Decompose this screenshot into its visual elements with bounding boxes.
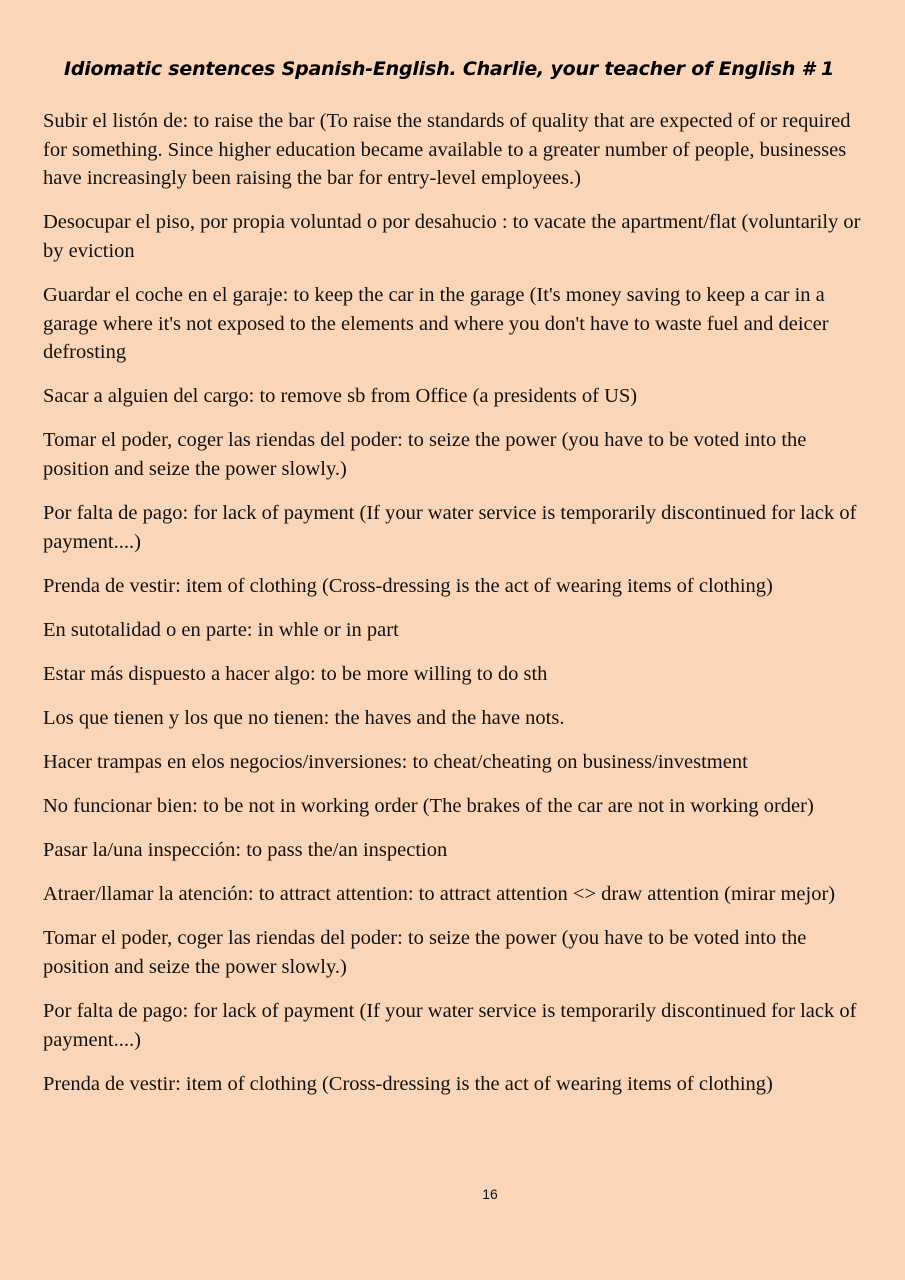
idiom-entry: Por falta de pago: for lack of payment (If your water service is temporarily discontinued for lack of payment....) [43,502,857,553]
idiom-entry: Por falta de pago: for lack of payment (If your water service is temporarily discontinued for lack of payment....) [43,1000,857,1051]
document-page [43,0,863,1280]
idiom-entry: Los que tienen y los que no tienen: the haves and the have nots. [43,707,565,729]
idiom-entry: Prenda de vestir: item of clothing (Cross-dressing is the act of wearing items of clothing) [43,1072,773,1095]
idiom-entry: Prenda de vestir: item of clothing (Cross-dressing is the act of wearing items of clothing) [43,574,773,597]
idiom-entry: Sacar a alguien del cargo: to remove sb from Office (a presidents of US) [43,385,638,408]
idiom-entry: Subir el listón de: to raise the bar (To raise the standards of quality that are expected of or required for something. Since higher education became available to a greater number of people, businesses have increasingly been raising the bar for entry-level employees.) [43,110,851,190]
document-title: Idiomatic sentences Spanish-English. Charlie, your teacher of English # 1 [63,58,835,80]
idiom-entry: Guardar el coche en el garaje: to keep the car in the garage (It's money saving to keep a car in a garage where it's not exposed to the elements and where you don't have to waste fuel and deicer defrosting [43,283,829,364]
idiom-entry: Pasar la/una inspección: to pass the/an inspection [43,839,448,862]
idiom-list [43,107,863,1114]
idiom-entry: Tomar el poder, coger las riendas del poder: to seize the power (you have to be voted into the position and seize the power slowly.) [43,429,807,480]
idiom-entry: No funcionar bien: to be not in working order (The brakes of the car are not in working order) [43,795,814,818]
idiom-entry: Atraer/llamar la atención: to attract attention: to attract attention <> draw attention (mirar mejor) [43,883,836,906]
idiom-entry: Tomar el poder, coger las riendas del poder: to seize the power (you have to be voted into the position and seize the power slowly.) [43,927,807,979]
idiom-entry: Desocupar el piso, por propia voluntad o por desahucio : to vacate the apartment/flat (voluntarily or by eviction [43,211,861,262]
idiom-entry: Estar más dispuesto a hacer algo: to be more willing to do sth [43,662,548,685]
page-number: 16 [482,1186,498,1202]
idiom-entry: Hacer trampas en elos negocios/inversiones: to cheat/cheating on business/investment [43,751,748,774]
idiom-entry: En sutotalidad o en parte: in whle or in part [43,618,399,641]
